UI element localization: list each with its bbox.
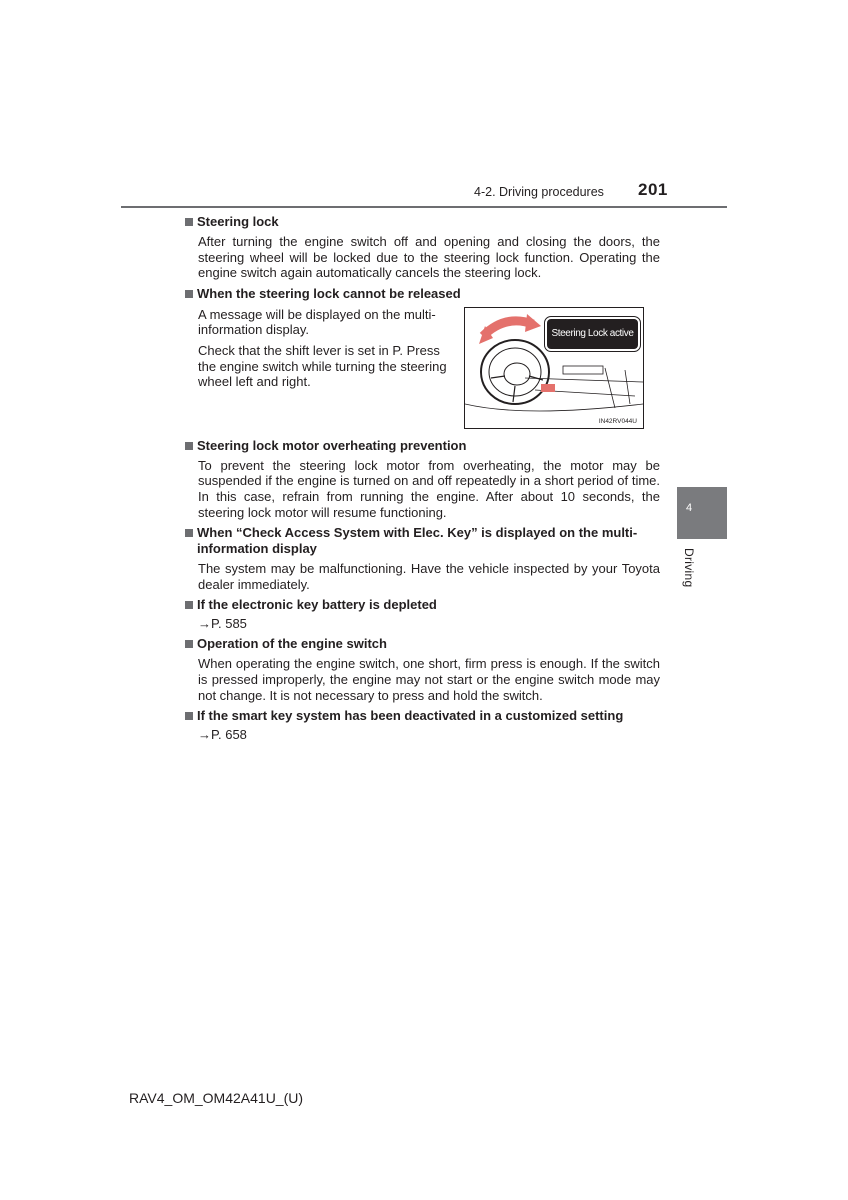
bullet-square-icon	[185, 640, 193, 648]
heading-check-access: When “Check Access System with Elec. Key” is displayed on the multi-information display	[185, 525, 660, 557]
bullet-square-icon	[185, 601, 193, 609]
heading-overheating: Steering lock motor overheating prevention	[185, 438, 660, 454]
heading-operation: Operation of the engine switch	[185, 636, 660, 652]
operation-body: When operating the engine switch, one short, firm press is enough. If the switch is pressed improperly, the engine may not start or the engine switch mode may not change. It is not necessary to press and hold the switch.	[198, 656, 660, 703]
header-divider	[121, 206, 727, 208]
deactivated-page-link[interactable]: →P. 658	[198, 727, 247, 743]
steering-lock-body: After turning the engine switch off and opening and closing the doors, the steering wheel will be locked due to the steering lock function. Operating the engine switch again automatically cancels the steering lock.	[198, 234, 660, 281]
figure-code: IN42RV044U	[598, 417, 637, 425]
overheating-body: To prevent the steering lock motor from overheating, the motor may be suspended if the engine is turned on and off repeatedly in a short period of time. In this case, refrain from running the engine. After about 10 seconds, the steering lock motor will resume functioning.	[198, 457, 660, 520]
cannot-release-p1: A message will be displayed on the multi-information display.	[198, 306, 436, 338]
bullet-square-icon	[185, 712, 193, 720]
bullet-square-icon	[185, 529, 193, 537]
steering-lock-illustration	[464, 307, 644, 429]
bullet-square-icon	[185, 442, 193, 450]
cannot-release-figure-row	[198, 307, 660, 429]
steering-lock-message: Steering Lock active	[551, 328, 634, 340]
chapter-tab-label: Driving	[682, 548, 696, 588]
cannot-release-p2: Check that the shift lever is set in P. Press the engine switch while turning the steering wheel left and right.	[198, 342, 447, 390]
bullet-square-icon	[185, 218, 193, 226]
mid-display-popup	[545, 317, 640, 351]
heading-cannot-release: When the steering lock cannot be released	[185, 286, 660, 302]
battery-page-link[interactable]: →P. 585	[198, 616, 247, 632]
page-number: 201	[638, 180, 668, 199]
heading-steering-lock: Steering lock	[185, 214, 660, 230]
chapter-tab-number: 4	[686, 502, 693, 514]
footer-doc-id: RAV4_OM_OM42A41U_(U)	[129, 1090, 304, 1106]
heading-battery: If the electronic key battery is depleted	[185, 597, 660, 613]
heading-deactivated: If the smart key system has been deactivated in a customized setting	[185, 708, 660, 724]
header-section-title: 4-2. Driving procedures	[474, 185, 604, 199]
bullet-square-icon	[185, 290, 193, 298]
page-content	[185, 214, 660, 743]
chapter-tab[interactable]	[677, 487, 727, 539]
check-access-body: The system may be malfunctioning. Have the vehicle inspected by your Toyota dealer immediately.	[198, 561, 660, 592]
